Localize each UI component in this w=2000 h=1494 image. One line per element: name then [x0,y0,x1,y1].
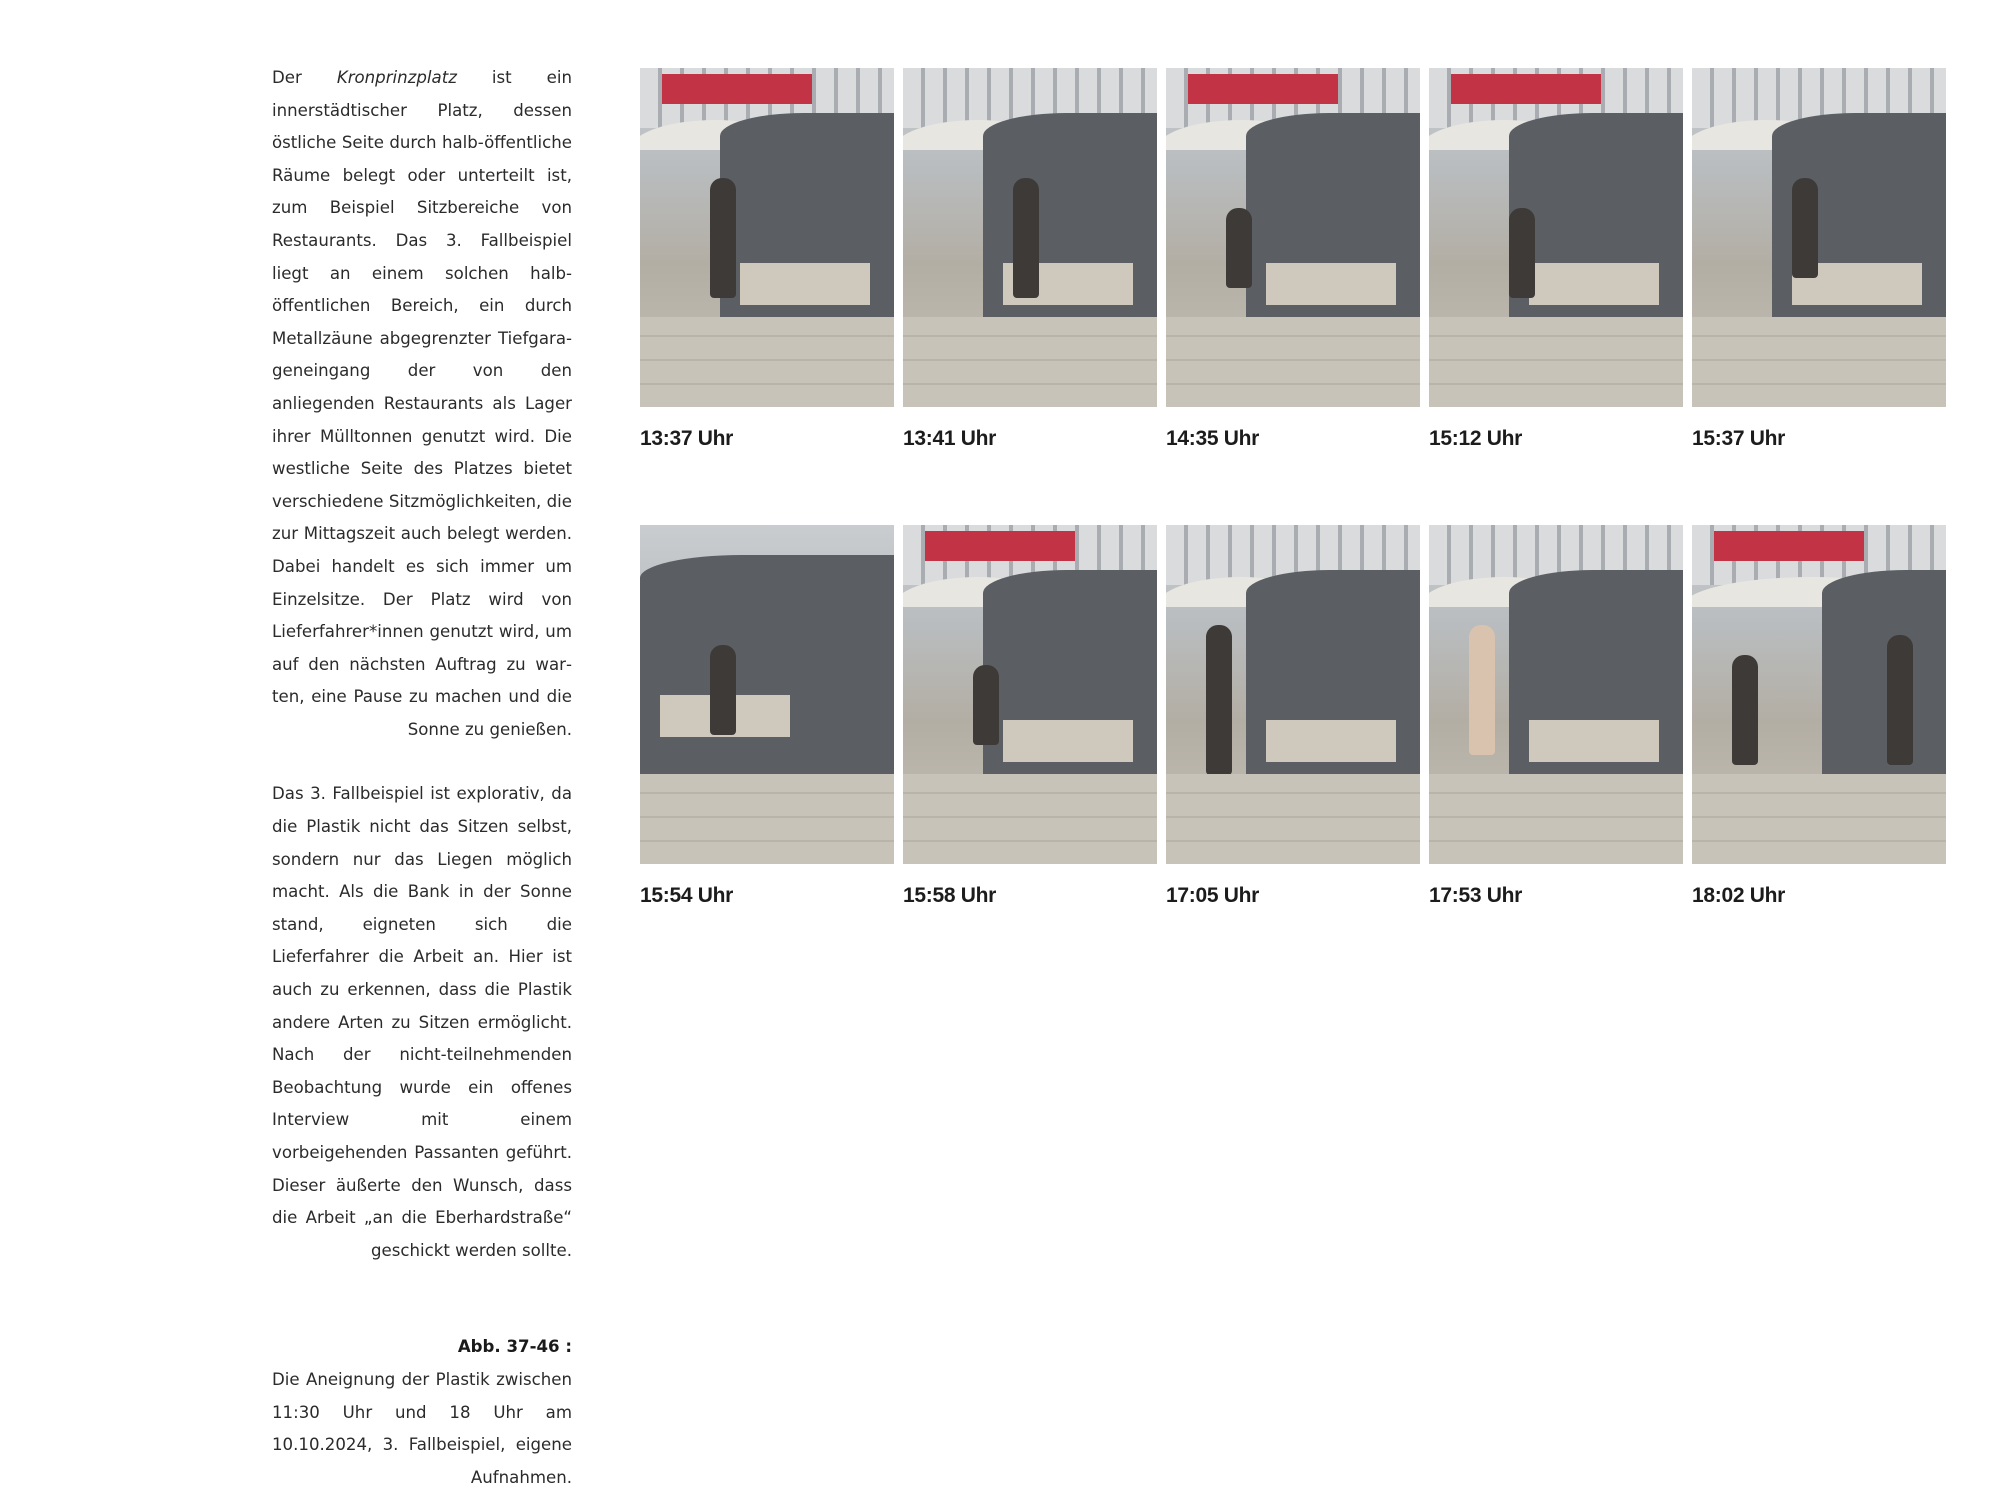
paragraph-explorative: Das 3. Fallbeispiel ist explorativ, da die Plastik nicht das Sitzen selbst, sondern nur das Liegen möglich macht. Als die Bank in der Sonne stand, eigneten sich die Lieferfahrer die Arbeit an. Hier ist auch zu erkennen, dass die Plastik andere Arten zu Sitzen ermöglicht. Nach der nicht-teilnehmenden Beobachtung wurde ein offenes Interview mit einem vorbeigehenden Passanten geführt. Dieser äußerte den Wunsch, dass die Arbeit „an die Eberhardstraße“ geschickt werden sollte. [272,784,572,1260]
photo-time-label: 15:37 Uhr [1692,427,1786,450]
paragraph-intro-start: Der [272,68,337,87]
photo-time-label: 17:05 Uhr [1166,884,1260,907]
photo [1166,525,1420,864]
photo [1692,68,1946,407]
photo [1429,68,1683,407]
photo-cell [640,68,894,451]
photo-time-label: 15:54 Uhr [640,884,734,907]
photo [1692,525,1946,864]
photo [903,525,1157,864]
photo-cell [640,525,894,908]
photo-cell [903,525,1157,908]
photo-time-label: 13:41 Uhr [903,427,997,450]
photo [903,68,1157,407]
photo-time-label: 13:37 Uhr [640,427,734,450]
photo-row-1 [640,68,1946,451]
photo [1166,68,1420,407]
photo-time-label: 14:35 Uhr [1166,427,1260,450]
figure-caption [272,1331,572,1494]
photo-cell [1166,525,1420,908]
photo-time-label: 15:58 Uhr [903,884,997,907]
photo-time-label: 18:02 Uhr [1692,884,1786,907]
photo [640,68,894,407]
paragraph-intro [272,62,572,746]
paragraph-intro-rest: ist ein innerstädtischer Platz, dessen östliche Seite durch halb-öffentliche Räume belegt oder unterteilt ist, zum Beispiel Sitzbereiche von Restaurants. Das 3. Fallbeispiel liegt an einem solchen halb-öffentlichen Bereich, ein durch Metallzäune abgegrenzter Tiefgarageneingang der von den anliegenden Restaurants als Lager ihrer Mülltonnen genutzt wird. Die westliche Seite des Platzes bietet verschiedene Sitzmöglichkeiten, die zur Mittagszeit auch belegt werden. Dabei handelt es sich immer um Einzelsitze. Der Platz wird von Lieferfahrer*innen genutzt wird, um auf den nächsten Auftrag zu warten, eine Pause zu machen und die Sonne zu genießen. [272,68,572,739]
place-name: Kronprinzplatz [336,68,457,87]
photo-cell [1429,525,1683,908]
photo [1429,525,1683,864]
photo-cell [1692,68,1946,451]
photo-time-label: 17:53 Uhr [1429,884,1523,907]
photo-cell [1166,68,1420,451]
photo-cell [1429,68,1683,451]
caption-body: Die Aneignung der Plastik zwischen 11:30 Uhr und 18 Uhr am 10.10.2024, 3. Fallbeispiel, eigene Aufnahmen. [272,1369,572,1487]
caption-title: Abb. 37-46 : [457,1337,572,1357]
photo-cell [903,68,1157,451]
photo-grid [640,68,1946,908]
photo-cell [1692,525,1946,908]
photo-row-2 [640,525,1946,908]
photo-time-label: 15:12 Uhr [1429,427,1523,450]
photo [640,525,894,864]
body-text-column [272,62,572,1494]
